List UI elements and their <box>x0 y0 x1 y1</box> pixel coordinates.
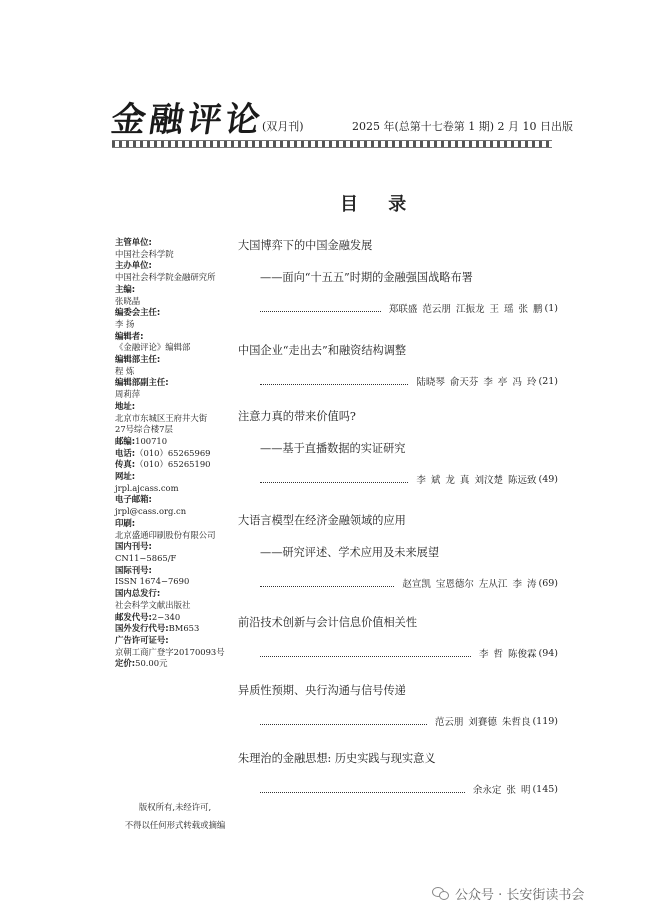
page-number: (94) <box>538 647 558 659</box>
masthead-value: jrpl@cass.org.cn <box>115 506 187 517</box>
masthead-value: 27号综合楼7层 <box>115 424 173 435</box>
article-authors: 余永定 张 明 <box>472 785 531 796</box>
leader-dots <box>260 650 471 657</box>
masthead-value: jrpl.ajcass.com <box>115 482 179 493</box>
masthead-label: 国内刊号: <box>115 541 152 552</box>
masthead-row <box>115 436 235 448</box>
masthead-value: 张晓晶 <box>115 295 141 306</box>
article-title: 前沿技术创新与会计信息价值相关性 <box>238 616 418 629</box>
toc-title: 目 录 <box>340 194 419 215</box>
article-title: 朱理治的金融思想: 历史实践与现实意义 <box>238 752 436 765</box>
wechat-icon <box>432 887 450 901</box>
masthead-label: 主编: <box>115 283 136 294</box>
author-line <box>238 301 558 315</box>
masthead-label: 广告许可证号: <box>115 634 169 645</box>
article-subtitle: ——研究评述、学术应用及未来展望 <box>260 546 440 559</box>
article-authors: 李 哲 陈俊霖 <box>478 649 537 660</box>
masthead-value: 中国社会科学院金融研究所 <box>115 272 216 283</box>
masthead-label: 网址: <box>115 471 136 482</box>
toc-entry[interactable] <box>238 342 558 388</box>
decorative-border <box>112 140 552 148</box>
masthead-row <box>115 612 235 624</box>
masthead-info <box>115 237 235 670</box>
masthead-label: 定价: <box>115 658 136 669</box>
masthead-row <box>115 623 235 635</box>
masthead-row <box>115 448 235 460</box>
author-line <box>238 782 558 796</box>
masthead-value: （010）65265969 <box>135 447 211 458</box>
article-title: 中国企业“走出去”和融资结构调整 <box>238 344 407 357</box>
masthead-value: 《金融评论》编辑部 <box>115 342 191 353</box>
masthead-value: ISSN 1674−7690 <box>115 576 190 587</box>
masthead-value: 李 扬 <box>115 318 135 329</box>
toc-entry[interactable] <box>238 512 558 590</box>
page-number: (1) <box>544 302 558 314</box>
toc-entry[interactable] <box>238 682 558 728</box>
masthead-label: 地址: <box>115 400 136 411</box>
masthead-label: 编委会主任: <box>115 307 161 318</box>
masthead-value: CN11−5865/F <box>115 552 177 563</box>
leader-dots <box>260 476 408 483</box>
toc-entry[interactable] <box>238 614 558 660</box>
masthead-value: 2−340 <box>151 611 181 622</box>
masthead-label: 邮编: <box>115 435 136 446</box>
article-title: 注意力真的带来价值吗? <box>238 410 356 423</box>
article-title: 异质性预期、央行沟通与信号传递 <box>238 684 406 697</box>
issue-info: 2025 年(总第十七卷第 1 期) 2 月 10 日出版 <box>352 120 574 133</box>
masthead-value: 社会科学文献出版社 <box>115 599 191 610</box>
masthead-label: 邮发代号: <box>115 611 152 622</box>
article-title: 大国博弈下的中国金融发展 <box>238 239 373 252</box>
article-authors: 赵宣凯 宝恩德尔 左从江 李 涛 <box>402 579 537 590</box>
page-number: (119) <box>532 715 558 727</box>
page-number: (145) <box>532 783 558 795</box>
author-line <box>238 576 558 590</box>
watermark-text: 公众号 · 长安街读书会 <box>455 888 585 903</box>
journal-header <box>108 84 574 144</box>
copyright-line: 不得以任何形式转载或摘编 <box>124 820 226 830</box>
issue-frequency: (双月刊) <box>262 120 304 133</box>
author-line <box>238 472 558 486</box>
masthead-label: 编辑部副主任: <box>115 377 169 388</box>
wechat-watermark <box>432 884 584 903</box>
toc-entry[interactable] <box>238 237 558 315</box>
article-authors: 范云朋 刘賽德 朱哲良 <box>434 717 531 728</box>
journal-logo: 金融评论 <box>108 100 267 140</box>
masthead-label: 国内总发行: <box>115 588 161 599</box>
page-number: (69) <box>538 577 558 589</box>
leader-dots <box>260 718 427 725</box>
leader-dots <box>260 305 381 312</box>
toc-entry[interactable] <box>238 750 558 796</box>
author-line <box>238 714 558 728</box>
page-number: (49) <box>538 473 558 485</box>
masthead-value: 100710 <box>135 435 168 446</box>
masthead-value: 中国社会科学院 <box>115 248 174 259</box>
masthead-value: 周莉萍 <box>115 389 141 400</box>
masthead-value: 50.00元 <box>135 658 168 669</box>
masthead-label: 印刷: <box>115 517 136 528</box>
masthead-row <box>115 658 235 670</box>
masthead-label: 电话: <box>115 447 136 458</box>
masthead-label: 编辑者: <box>115 330 144 341</box>
toc-entry[interactable] <box>238 408 558 486</box>
author-line <box>238 646 558 660</box>
leader-dots <box>260 378 408 385</box>
copyright-line: 版权所有,未经许可, <box>138 802 212 812</box>
masthead-label: 编辑部主任: <box>115 354 161 365</box>
masthead-label: 国外发行代号: <box>115 623 169 634</box>
masthead-label: 国际刊号: <box>115 564 152 575</box>
masthead-value: 北京盛通印刷股份有限公司 <box>115 529 216 540</box>
page-number: (21) <box>538 375 558 387</box>
masthead-value: 北京市东城区王府井大街 <box>115 412 208 423</box>
article-authors: 郑联盛 范云朋 江振龙 王 瑶 张 鹏 <box>388 304 543 315</box>
masthead-label: 主管单位: <box>115 237 152 247</box>
masthead-value: 程 炼 <box>115 365 135 376</box>
article-subtitle: ——基于直播数据的实证研究 <box>260 442 406 455</box>
article-title: 大语言模型在经济金融领域的应用 <box>238 514 406 527</box>
leader-dots <box>260 580 394 587</box>
masthead-label: 电子邮箱: <box>115 494 152 505</box>
article-authors: 陆晓琴 俞天芬 李 亭 冯 玲 <box>416 377 537 388</box>
copyright-notice <box>115 798 235 834</box>
leader-dots <box>260 786 465 793</box>
masthead-value: 京朝工商广登字20170093号 <box>115 646 225 657</box>
masthead-label: 传真: <box>115 459 136 470</box>
masthead-label: 主办单位: <box>115 260 152 271</box>
article-authors: 李 斌 龙 真 刘汶楚 陈远致 <box>416 475 537 486</box>
masthead-row <box>115 459 235 471</box>
article-subtitle: ——面向“十五五”时期的金融强国战略布署 <box>260 271 473 284</box>
masthead-value: （010）65265190 <box>135 459 211 470</box>
masthead-value: BM653 <box>168 623 200 634</box>
author-line <box>238 374 558 388</box>
